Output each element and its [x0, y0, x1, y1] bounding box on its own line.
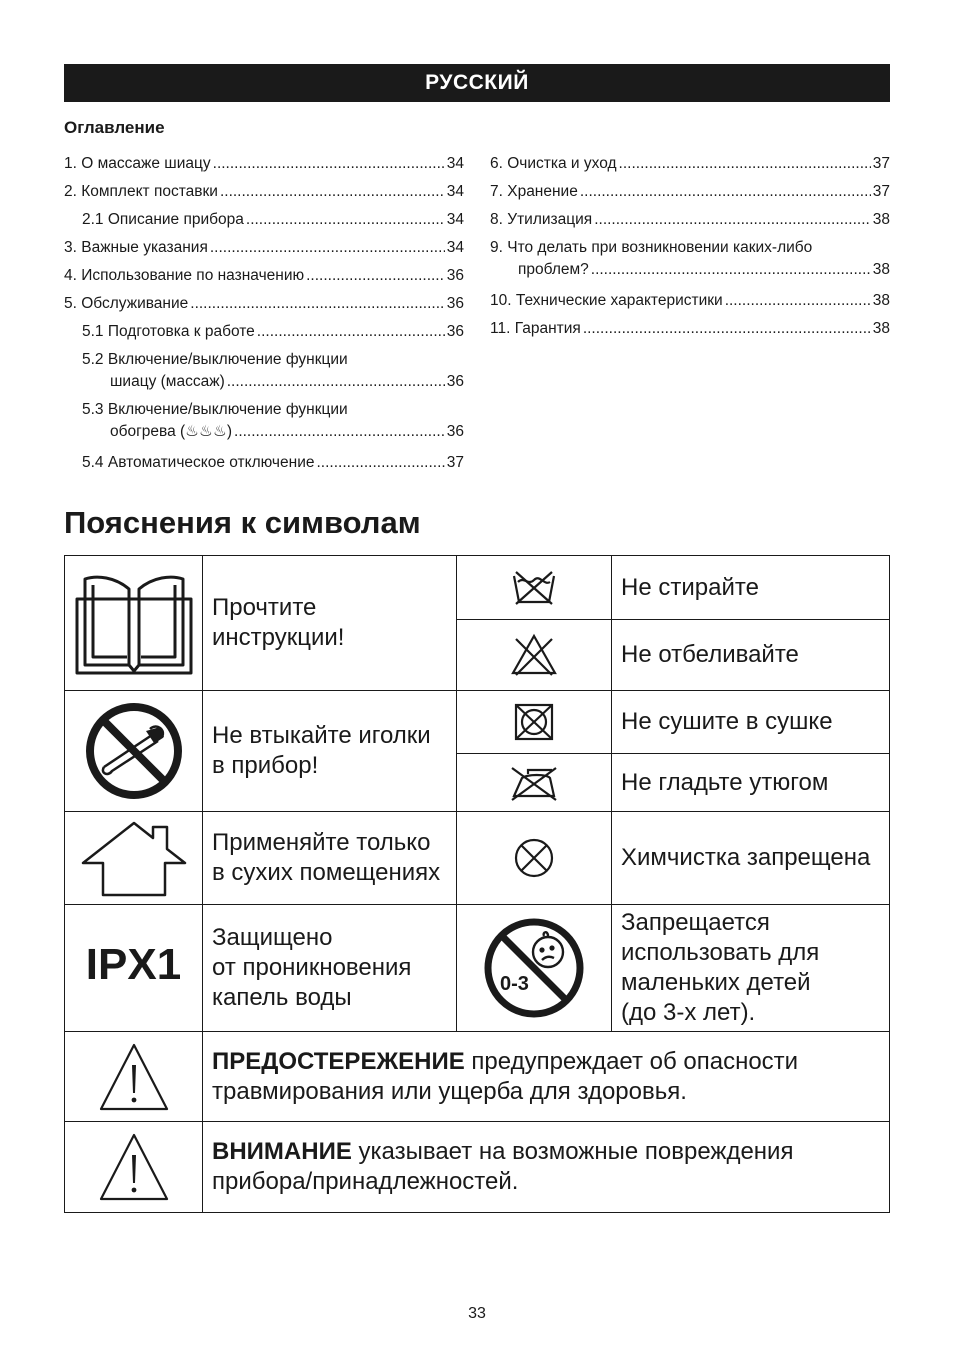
- no-bleach-text: Не отбеливайте: [612, 620, 890, 691]
- caution-text: ВНИМАНИЕ указывает на возможные повреждения прибора/принадлежностей.: [203, 1122, 890, 1213]
- no-dry-clean-text: Химчистка запрещена: [612, 812, 890, 905]
- toc-entry-title: 2. Комплект поставки: [64, 183, 218, 200]
- toc-entry-page: 38: [872, 320, 890, 337]
- no-needles-cell: [65, 691, 203, 812]
- toc-entry-page: 34: [446, 211, 464, 228]
- toc-leader-dots: [220, 178, 445, 206]
- toc-entry-title: проблем?: [518, 261, 589, 278]
- toc-leader-dots: [619, 150, 871, 178]
- toc-leader-dots: [257, 318, 445, 346]
- toc-entry-page: 34: [446, 239, 464, 256]
- toc-entry-title: шиацу (массаж): [110, 373, 225, 390]
- toc-entry-title: 10. Технические характеристики: [490, 292, 723, 309]
- toc-entry-title: 4. Использование по назначению: [64, 267, 305, 284]
- no-tumble-dry-text: Не сушите в сушке: [612, 691, 890, 754]
- warning-triangle-icon: [97, 1041, 171, 1113]
- read-manual-text: Прочтите инструкции!: [203, 556, 457, 691]
- no-dry-clean-icon: [512, 836, 556, 880]
- toc-entry: [64, 178, 464, 206]
- toc-entry-title-line: 5.3 Включение/выключение функции: [82, 401, 348, 418]
- toc-entry: [64, 262, 464, 290]
- toc-right-column: [490, 150, 890, 343]
- symbols-title: Пояснения к символам: [64, 505, 421, 540]
- toc-entry: [64, 349, 464, 393]
- indoor-only-text: Применяйте только в сухих помещениях: [203, 812, 457, 905]
- no-iron-cell: [457, 754, 612, 812]
- toc-leader-dots: [725, 287, 871, 315]
- toc-entry-title-line: 5.2 Включение/выключение функции: [82, 351, 348, 368]
- toc-entry-page: 38: [872, 292, 890, 309]
- toc-entry-page: 38: [872, 261, 890, 278]
- no-iron-text: Не гладьте утюгом: [612, 754, 890, 812]
- symbols-table: [64, 555, 890, 1213]
- read-manual-cell: [65, 556, 203, 691]
- ipx-text: Защищено от проникновения капель воды: [203, 905, 457, 1032]
- indoor-only-cell: [65, 812, 203, 905]
- toc-entry-title: 11. Гарантия: [490, 320, 581, 337]
- toc-leader-dots: [580, 178, 871, 206]
- toc-entry-page: 38: [872, 211, 890, 228]
- toc-entry-page: 34: [446, 155, 464, 172]
- no-children-cell: [457, 905, 612, 1032]
- toc-leader-dots: [190, 290, 444, 318]
- no-children-icon: [482, 916, 586, 1020]
- toc-entry-title: 7. Хранение: [490, 183, 578, 200]
- book-icon: [73, 569, 195, 677]
- toc-entry-page: 37: [446, 454, 464, 471]
- no-wash-cell: [457, 556, 612, 620]
- language-banner: РУССКИЙ: [64, 64, 890, 102]
- toc-leader-dots: [234, 421, 445, 443]
- toc-entry-page: 34: [446, 183, 464, 200]
- toc-leader-dots: [246, 206, 445, 234]
- toc-entry-page: 36: [446, 323, 464, 340]
- toc-entry-page: 36: [446, 423, 464, 440]
- age-label: 0-3: [500, 973, 529, 995]
- toc-entry: [490, 287, 890, 315]
- toc-entry: [490, 206, 890, 234]
- toc-entry-title: 5.4 Автоматическое отключение: [82, 454, 315, 471]
- toc-entry-title: 6. Очистка и уход: [490, 155, 617, 172]
- toc-entry: [64, 206, 464, 234]
- toc-title: Оглавление: [64, 118, 165, 137]
- no-children-text: Запрещается использовать для маленьких детей (до 3-х лет).: [612, 905, 890, 1032]
- no-bleach-cell: [457, 620, 612, 691]
- toc-leader-dots: [316, 449, 444, 477]
- toc-leader-dots: [583, 315, 871, 343]
- toc-leader-dots: [213, 150, 445, 178]
- toc-entry-title: обогрева (♨♨♨): [110, 423, 233, 440]
- toc-entry-title: 5. Обслуживание: [64, 295, 189, 312]
- toc-entry-page: 36: [446, 373, 464, 390]
- toc-entry: [490, 237, 890, 281]
- no-bleach-icon: [510, 633, 558, 677]
- toc-entry-title: 1. О массаже шиацу: [64, 155, 211, 172]
- toc-entry: [64, 234, 464, 262]
- toc-leader-dots: [227, 371, 445, 393]
- toc-entry-title: 5.1 Подготовка к работе: [82, 323, 255, 340]
- toc-leader-dots: [210, 234, 445, 262]
- toc-entry: [64, 318, 464, 346]
- caution-triangle-icon: [97, 1131, 171, 1203]
- no-dry-clean-cell: [457, 812, 612, 905]
- toc-entry-page: 36: [446, 295, 464, 312]
- warning-cell: [65, 1032, 203, 1122]
- toc-entry: [64, 449, 464, 477]
- toc-entry-page: 37: [872, 155, 890, 172]
- no-needles-text: Не втыкайте иголки в прибор!: [203, 691, 457, 812]
- toc-entry-title: 8. Утилизация: [490, 211, 593, 228]
- no-wash-text: Не стирайте: [612, 556, 890, 620]
- toc-entry-title: 2.1 Описание прибора: [82, 211, 244, 228]
- toc-entry: [490, 178, 890, 206]
- toc-entry: [490, 315, 890, 343]
- no-iron-icon: [508, 764, 560, 802]
- toc-entry: [64, 290, 464, 318]
- page-number: 33: [468, 1305, 486, 1322]
- toc-entry-title-line: 9. Что делать при возникновении каких-либо: [490, 239, 813, 256]
- ipx-label: IPX1: [85, 939, 182, 989]
- toc-left-column: [64, 150, 464, 477]
- toc-entry: [64, 150, 464, 178]
- toc-entry-page: 37: [872, 183, 890, 200]
- toc-entry: [64, 399, 464, 443]
- ipx-cell: [65, 905, 203, 1032]
- toc-leader-dots: [594, 206, 871, 234]
- no-tumble-dry-icon: [512, 702, 556, 742]
- no-tumble-dry-cell: [457, 691, 612, 754]
- no-wash-icon: [510, 568, 558, 608]
- toc-leader-dots: [306, 262, 445, 290]
- warning-text: ПРЕДОСТЕРЕЖЕНИЕ предупреждает об опасности травмирования или ущерба для здоровья.: [203, 1032, 890, 1122]
- toc-leader-dots: [591, 259, 871, 281]
- toc-entry-title: 3. Важные указания: [64, 239, 208, 256]
- house-icon: [79, 819, 189, 897]
- caution-cell: [65, 1122, 203, 1213]
- toc-entry: [490, 150, 890, 178]
- toc-entry-page: 36: [446, 267, 464, 284]
- no-needles-icon: [84, 701, 184, 801]
